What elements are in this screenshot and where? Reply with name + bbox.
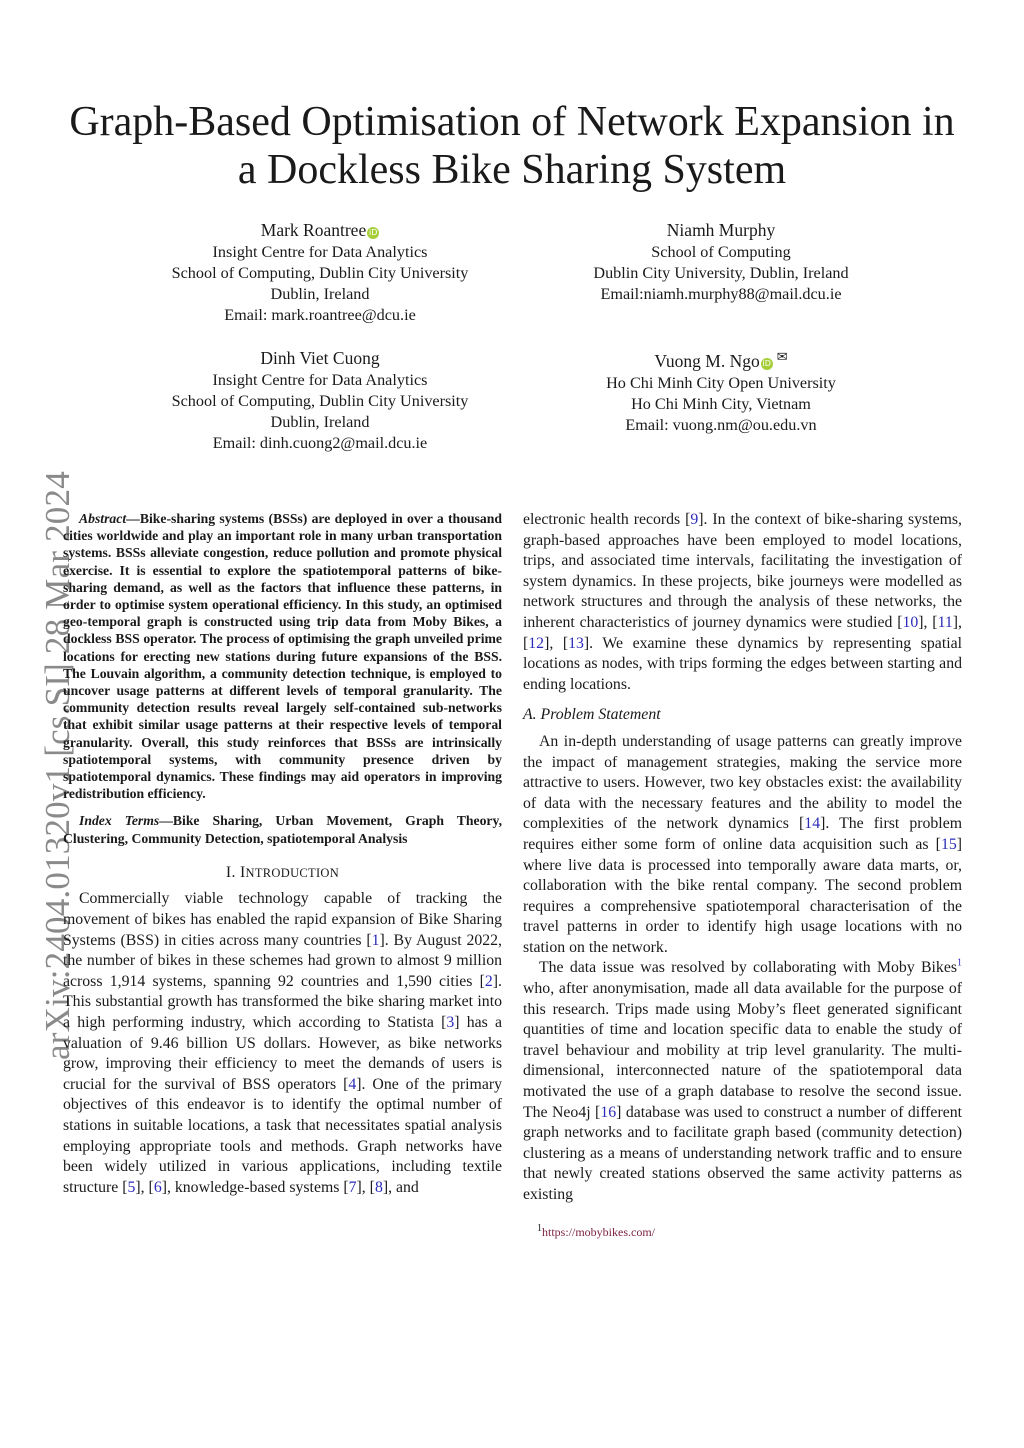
footnote-number: 1 <box>537 1222 542 1234</box>
footnote-url-link[interactable]: https://mobybikes.com/ <box>542 1224 655 1239</box>
author-block-ngo <box>521 346 921 436</box>
section-heading-introduction: I. INTRODUCTION <box>225 863 340 881</box>
author-email: Email: mark.roantree@dcu.ie <box>224 306 416 324</box>
envelope-icon: ✉ <box>776 350 788 365</box>
affiliation-line: School of Computing <box>651 243 791 261</box>
affiliation-line: Ho Chi Minh City, Vietnam <box>631 395 811 413</box>
citation-link[interactable]: 5 <box>127 1178 136 1196</box>
index-terms-label: Index Terms <box>79 813 160 829</box>
affiliation-line: Dublin, Ireland <box>270 285 370 303</box>
abstract-text: —Bike-sharing systems (BSSs) are deployed in over a thousand cities worldwide and play an important role in many urban transportation systems. BSSs alleviate congestion, reduce pollution and promote physical exercise. It is essential to explore the spatiotemporal patterns of bike-sharing demand, as well as the factors that influence these patterns, in order to optimise system operational efficiency. In this study, an optimised geo-temporal graph is constructed using trip data from Moby Bikes, a dockless BSS operator. The process of optimising the graph unveiled prime locations for erecting new stations during future expansions of the BSS. The Louvain algorithm, a community detection technique, is employed to uncover usage patterns at different levels of temporal granularity. The community detection results reveal largely self-contained sub-networks that exhibit similar usage patterns at their respective levels of temporal granularity. Overall, this study reinforces that BSSs are intrinsically spatiotemporal systems, with community presence driven by spatiotemporal dynamics. These findings may aid operators in improving redistribution efficiency. <box>63 511 502 802</box>
abstract-label: Abstract <box>79 511 127 526</box>
intro-paragraph: Commercially viable technology capable of tracking the movement of bikes has enabled the rapid expansion of Bike Sharing Systems (BSS) in cities across many countries [1]. By August 2022, the number of bikes in these schemes had grown to almost 9 million across 1,914 systems, spanning 92 countries and 1,590 cities [2]. This substantial growth has transformed the bike sharing market into a high performing industry, which according to Statista [3] has a valuation of 9.46 billion US dollars. However, as bike networks grow, improving their efficiency to meet the demands of users is crucial for the survival of BSS operators [4]. One of the primary objectives of this endeavor is to identify the optimal number of stations in suitable locations, a task that necessitates spatial analysis employing appropriate tools and methods. Graph networks have been widely utilized in various applications, including textile structure [5], [6], knowledge-based systems [7], [8], and <box>63 890 502 1196</box>
footnote-rule <box>523 1220 653 1221</box>
affiliation-line: Insight Centre for Data Analytics <box>212 371 428 389</box>
right-column <box>523 510 962 1240</box>
orcid-icon[interactable]: iD <box>762 359 771 368</box>
title-line-2: a Dockless Bike Sharing System <box>237 147 787 193</box>
author-name: Vuong M. Ngo <box>654 351 760 371</box>
paper-title <box>40 98 984 194</box>
citation-link[interactable]: 9 <box>690 511 699 528</box>
data-paragraph: The data issue was resolved by collaborating with Moby Bikes$^1$ who, after anonymisation, made all data available for the purpose of this research. Trips made using Moby’s fleet generated significant quantities of time and location specific data to enable the study of travel behaviour and mobility at trip level granularity. The multi-dimensional, interconnected nature of the spatiotemporal data motivated the use of a graph database to resolve the second issue. The Neo4j [16] database was used to construct a number of different graph networks and to facilitate graph based (community detection) clustering as a means of understanding network traffic and to ensure that newly created stations observed the same activity patterns as existing <box>523 958 963 1203</box>
title-line-1: Graph-Based Optimisation of Network Expansion in <box>69 99 955 145</box>
citation-link[interactable]: 6 <box>153 1178 162 1196</box>
author-block-roantree <box>120 218 520 326</box>
orcid-icon[interactable]: iD <box>369 228 378 237</box>
citation-link[interactable]: 11 <box>937 613 953 631</box>
affiliation-line: Ho Chi Minh City Open University <box>606 374 836 392</box>
affiliation-line: Dublin City University, Dublin, Ireland <box>593 264 849 282</box>
citation-link[interactable]: 3 <box>446 1014 455 1032</box>
arxiv-stamp-text: arXiv:2404.01320v1 [cs.SI] 28 Mar 2024 <box>38 471 77 1060</box>
citation-link[interactable]: 2 <box>484 972 493 990</box>
author-email: Email: dinh.cuong2@mail.dcu.ie <box>212 434 428 452</box>
abstract <box>63 510 502 802</box>
author-email: Email: vuong.nm@ou.edu.vn <box>625 416 817 434</box>
problem-paragraph: An in-depth understanding of usage patterns can greatly improve the impact of management strategies, making the service more attractive to users. However, two key obstacles exist: the availability of data with the necessary features and the ability to model the complexities of the network dynamics [14]. The first problem requires either some form of online data acquisition such as [15] where live data is processed into temporally aware data marts, or, collaboration with the bike rental company. The second problem requires a comprehensive spatiotemporal characterisation of the travel patterns in order to identify high usage locations with no station on the network. <box>523 732 962 956</box>
citation-link[interactable]: 4 <box>348 1075 357 1093</box>
footnote-mark[interactable]: 1 <box>957 958 962 970</box>
author-name: Niamh Murphy <box>666 220 776 240</box>
citation-link[interactable]: 1 <box>371 931 380 949</box>
index-terms <box>63 812 502 846</box>
author-block-murphy <box>521 218 921 305</box>
graph-applications-paragraph: electronic health records [9]. In the context of bike-sharing systems, graph-based approaches have been employed to model locations, trips, and associated time intervals, facilitating the investigation of system dynamics. In these projects, bike journeys were modelled as network structures and through the analysis of these networks, the inherent characteristics of journey dynamics were studied [10], [11], [12], [13]. We examine these dynamics by representing spatial locations as nodes, with trips forming the edges between starting and ending locations. <box>523 511 963 693</box>
author-email: Email:niamh.murphy88@mail.dcu.ie <box>600 285 842 303</box>
subsection-heading-problem-statement: A. Problem Statement <box>523 706 661 724</box>
affiliation-line: School of Computing, Dublin City University <box>171 392 469 410</box>
affiliation-line: Dublin, Ireland <box>270 413 370 431</box>
citation-link[interactable]: 13 <box>568 634 584 652</box>
citation-link[interactable]: 15 <box>940 835 957 853</box>
left-column <box>63 510 502 1198</box>
index-terms-text: —Bike Sharing, Urban Movement, Graph Theory, Clustering, Community Detection, spatiotemporal Analysis <box>63 813 502 846</box>
author-name: Dinh Viet Cuong <box>260 348 380 368</box>
affiliation-line: School of Computing, Dublin City University <box>171 264 469 282</box>
citation-link[interactable]: 8 <box>374 1178 383 1196</box>
footnote <box>523 1222 962 1240</box>
citation-link[interactable]: 7 <box>348 1178 357 1196</box>
citation-link[interactable]: 16 <box>600 1103 617 1121</box>
citation-link[interactable]: 12 <box>528 634 545 652</box>
author-block-cuong <box>120 346 520 454</box>
citation-link[interactable]: 14 <box>804 815 821 833</box>
author-name: Mark Roantree <box>260 220 367 240</box>
affiliation-line: Insight Centre for Data Analytics <box>212 243 428 261</box>
citation-link[interactable]: 10 <box>902 613 919 631</box>
